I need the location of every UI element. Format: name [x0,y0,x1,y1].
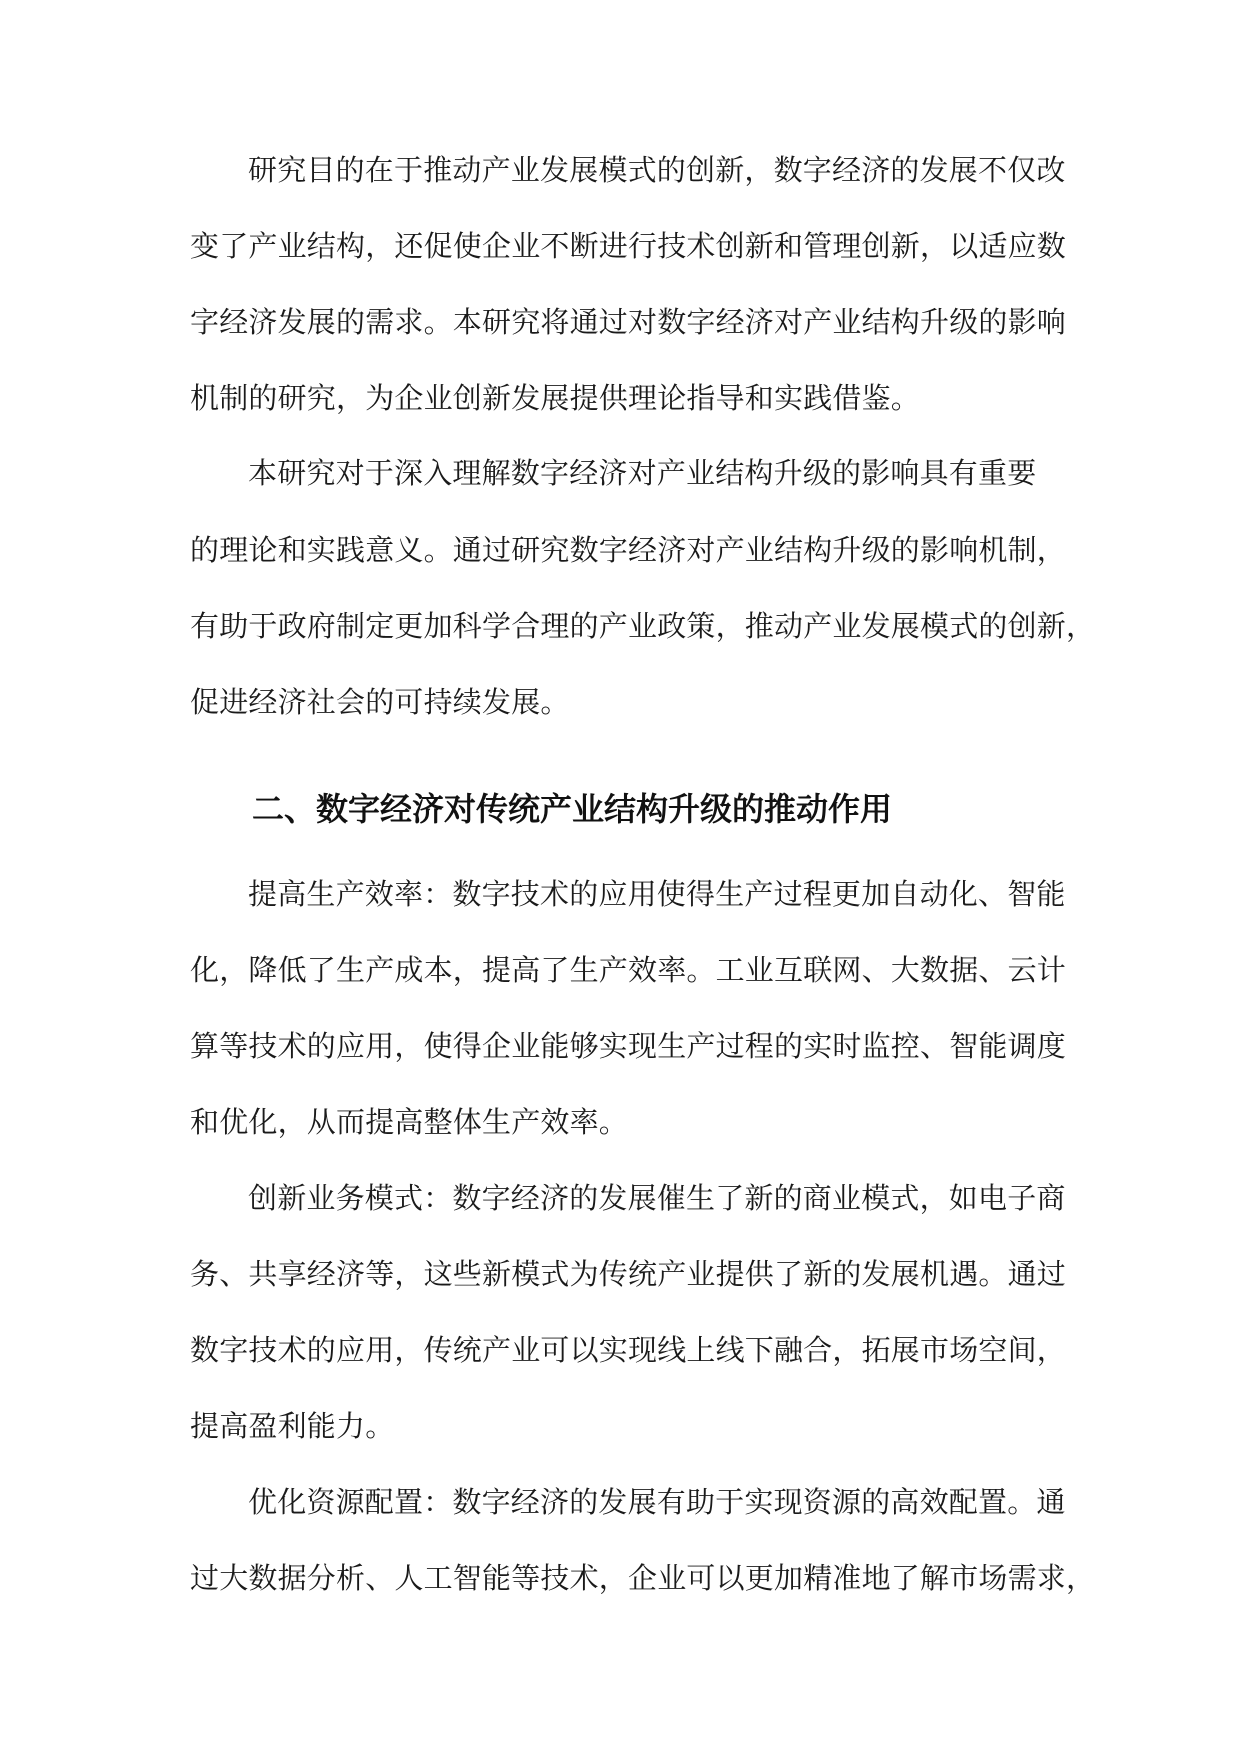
section-paragraph-1-line-2: 化，降低了生产成本，提高了生产效率。工业互联网、大数据、云计 [190,953,1067,987]
section-paragraph-1-line-3: 算等技术的应用，使得企业能够实现生产过程的实时监控、智能调度 [190,1029,1067,1063]
paragraph-1-line-4: 机制的研究，为企业创新发展提供理论指导和实践借鉴。 [190,381,921,415]
paragraph-1-line-3: 字经济发展的需求。本研究将通过对数字经济对产业结构升级的影响 [190,305,1067,339]
paragraph-1-line-1: 研究目的在于推动产业发展模式的创新，数字经济的发展不仅改 [248,153,1066,187]
section-paragraph-2-line-1: 创新业务模式：数字经济的发展催生了新的商业模式，如电子商 [248,1181,1066,1215]
paragraph-2-line-1: 本研究对于深入理解数字经济对产业结构升级的影响具有重要 [248,456,1037,490]
section-paragraph-1-line-1: 提高生产效率：数字技术的应用使得生产过程更加自动化、智能 [248,877,1066,911]
section-paragraph-3-line-2: 过大数据分析、人工智能等技术，企业可以更加精准地了解市场需求， [190,1561,1096,1595]
section-heading: 二、数字经济对传统产业结构升级的推动作用 [252,790,893,828]
section-paragraph-2-line-2: 务、共享经济等，这些新模式为传统产业提供了新的发展机遇。通过 [190,1257,1067,1291]
section-paragraph-2-line-4: 提高盈利能力。 [190,1409,395,1443]
paragraph-1-line-2: 变了产业结构，还促使企业不断进行技术创新和管理创新，以适应数 [190,229,1067,263]
paragraph-2-line-3: 有助于政府制定更加科学合理的产业政策，推动产业发展模式的创新， [190,609,1096,643]
paragraph-2-line-2: 的理论和实践意义。通过研究数字经济对产业结构升级的影响机制， [190,533,1067,567]
paragraph-2-line-4: 促进经济社会的可持续发展。 [190,685,570,719]
section-paragraph-1-line-4: 和优化，从而提高整体生产效率。 [190,1105,629,1139]
section-paragraph-2-line-3: 数字技术的应用，传统产业可以实现线上线下融合，拓展市场空间， [190,1333,1067,1367]
section-paragraph-3-line-1: 优化资源配置：数字经济的发展有助于实现资源的高效配置。通 [248,1485,1066,1519]
